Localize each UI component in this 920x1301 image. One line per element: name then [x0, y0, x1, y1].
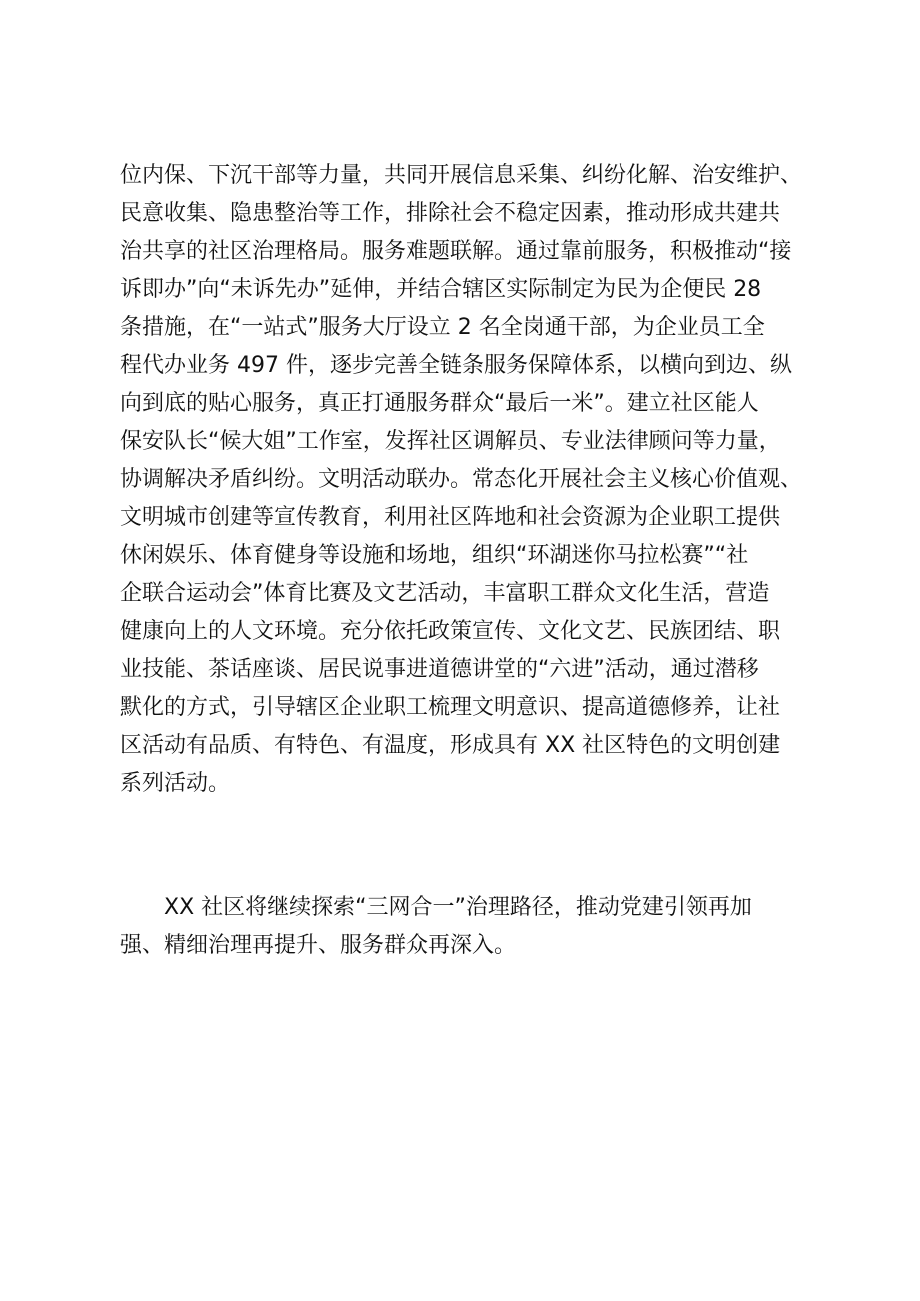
paragraph-line: 区活动有品质、有特色、有温度，形成具有 XX 社区特色的文明创建 — [120, 733, 781, 758]
paragraph-line: 协调解决矛盾纠纷。文明活动联办。常态化开展社会主义核心价值观、 — [120, 467, 803, 492]
paragraph-line: 诉即办”向“未诉先办”延伸，并结合辖区实际制定为民为企便民 28 — [120, 277, 762, 302]
paragraph-line: 文明城市创建等宣传教育，利用社区阵地和社会资源为企业职工提供 — [120, 505, 781, 530]
paragraph-line: 保安队长“候大姐”工作室，发挥社区调解员、专业法律顾问等力量， — [120, 429, 781, 454]
paragraph-line: 休闲娱乐、体育健身等设施和场地，组织“环湖迷你马拉松赛”“社 — [120, 543, 749, 568]
paragraph-line: 程代办业务 497 件，逐步完善全链条服务保障体系，以横向到边、纵 — [120, 353, 792, 378]
paragraph-line: 民意收集、隐患整治等工作，排除社会不稳定因素，推动形成共建共 — [120, 201, 781, 226]
paragraph-line: 健康向上的人文环境。充分依托政策宣传、文化文艺、民族团结、职 — [120, 619, 781, 644]
paragraph-line: 条措施，在“一站式”服务大厅设立 2 名全岗通干部，为企业员工全 — [120, 315, 765, 340]
paragraph-line: 业技能、茶话座谈、居民说事进道德讲堂的“六进”活动，通过潜移 — [120, 657, 759, 682]
paragraph-line: 强、精细治理再提升、服务群众再深入。 — [120, 933, 517, 958]
paragraph-line: 向到底的贴心服务，真正打通服务群众“最后一米”。建立社区能人 — [120, 391, 759, 416]
body-paragraph-1 — [120, 157, 840, 803]
paragraph-line: 默化的方式，引导辖区企业职工梳理文明意识、提高道德修养，让社 — [120, 695, 781, 720]
body-paragraph-2 — [120, 889, 840, 965]
paragraph-line: 系列活动。 — [120, 771, 231, 796]
paragraph-line: 企联合运动会”体育比赛及文艺活动，丰富职工群众文化生活，营造 — [120, 581, 770, 606]
paragraph-line: 治共享的社区治理格局。服务难题联解。通过靠前服务，积极推动“接 — [120, 239, 792, 264]
paragraph-line: 位内保、下沉干部等力量，共同开展信息采集、纠纷化解、治安维护、 — [120, 163, 803, 188]
paragraph-line: XX 社区将继续探索“三网合一”治理路径，推动党建引领再加 — [164, 895, 752, 920]
